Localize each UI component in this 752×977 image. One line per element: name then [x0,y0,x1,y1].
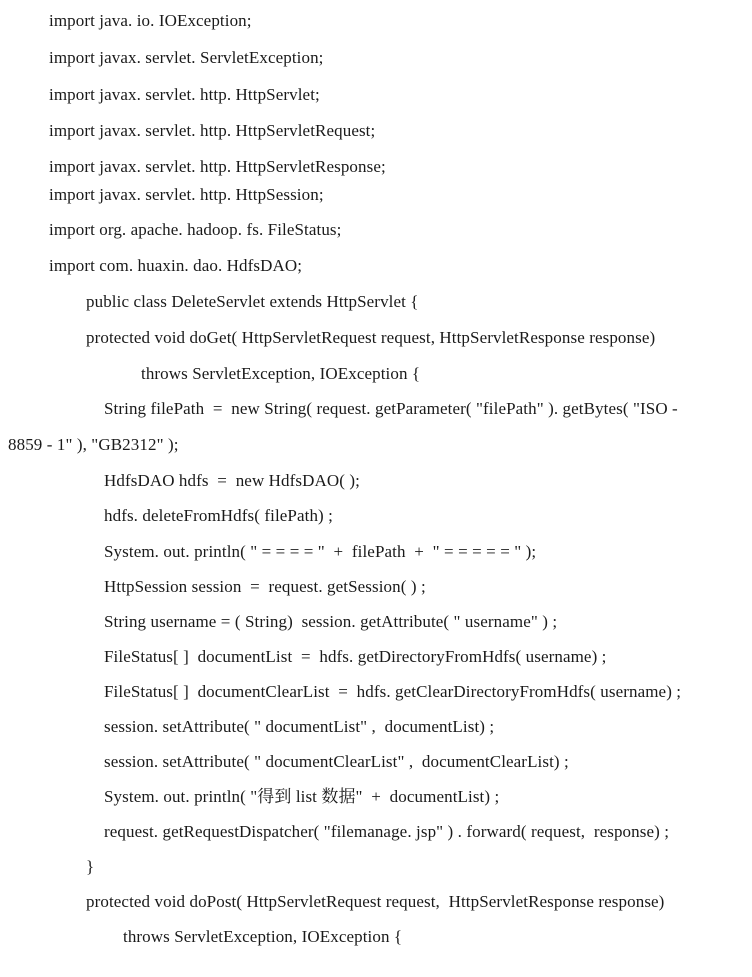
code-line: FileStatus[ ] documentClearList = hdfs. getClearDirectoryFromHdfs( username) ; [104,682,682,701]
code-line: import java. io. IOException; [49,11,252,30]
code-line: import org. apache. hadoop. fs. FileStatus; [49,220,342,239]
code-line: session. setAttribute( " documentClearList" , documentClearList) ; [104,752,569,771]
code-line: import com. huaxin. dao. HdfsDAO; [49,256,303,275]
code-line: throws ServletException, IOException { [123,927,403,946]
code-line: import javax. servlet. http. HttpSession; [49,185,324,204]
code-line: System. out. println( " = = = = " + filePath + " = = = = = " ); [104,542,537,561]
code-line: public class DeleteServlet extends HttpServlet { [86,292,419,311]
code-line: import javax. servlet. http. HttpServlet; [49,85,320,104]
code-line: HdfsDAO hdfs = new HdfsDAO( ); [104,471,360,490]
code-line: protected void doPost( HttpServletRequest request, HttpServletResponse response) [86,892,665,911]
code-line: hdfs. deleteFromHdfs( filePath) ; [104,506,333,525]
code-line: import javax. servlet. http. HttpServletResponse; [49,157,386,176]
code-line: String username = ( String) session. getAttribute( " username" ) ; [104,612,558,631]
code-line: String filePath = new String( request. getParameter( "filePath" ). getBytes( "ISO - [104,399,678,418]
code-line: protected void doGet( HttpServletRequest request, HttpServletResponse response) [86,328,656,347]
code-line: import javax. servlet. http. HttpServletRequest; [49,121,376,140]
code-line: throws ServletException, IOException { [141,364,421,383]
code-line: HttpSession session = request. getSession( ) ; [104,577,426,596]
code-line: System. out. println( "得到 list 数据" + documentList) ; [104,787,500,806]
code-line: FileStatus[ ] documentList = hdfs. getDirectoryFromHdfs( username) ; [104,647,607,666]
code-line: session. setAttribute( " documentList" , documentList) ; [104,717,495,736]
code-line: 8859 - 1" ), "GB2312" ); [8,435,179,454]
code-line: } [86,857,95,876]
code-line: import javax. servlet. ServletException; [49,48,324,67]
code-line: request. getRequestDispatcher( "filemanage. jsp" ) . forward( request, response) ; [104,822,670,841]
